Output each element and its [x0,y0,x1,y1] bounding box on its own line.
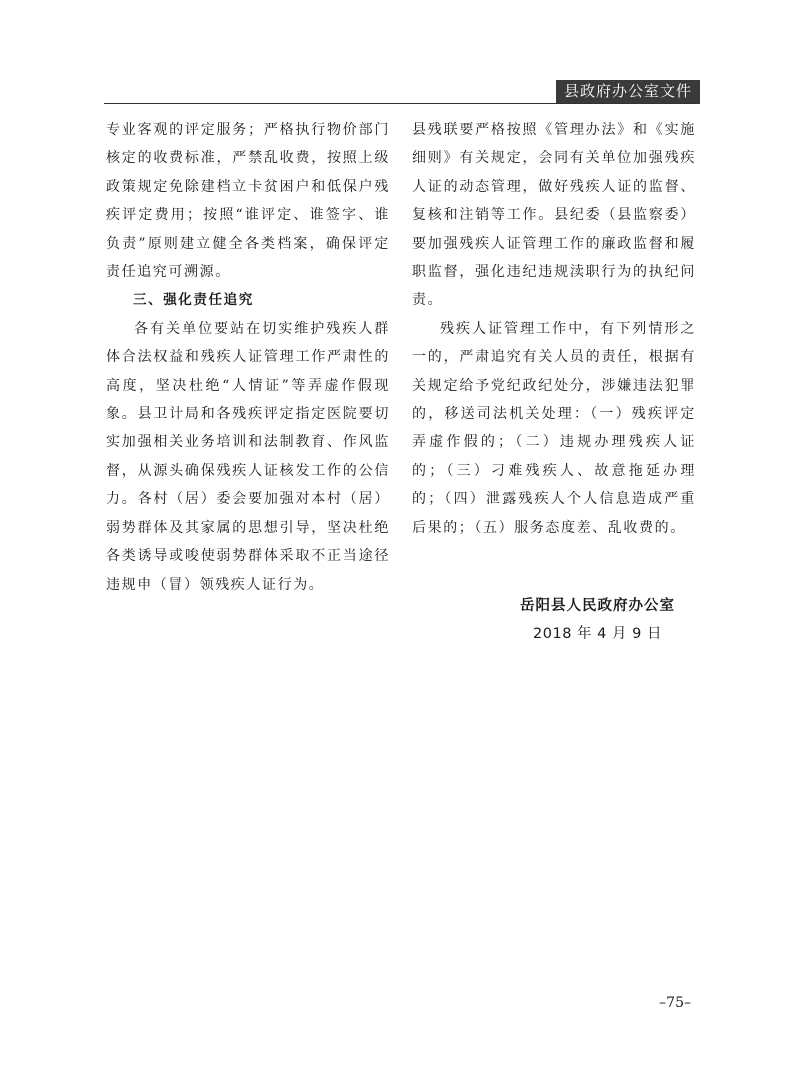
section-heading: 三、强化责任追究 [133,292,254,309]
signature-block [470,592,725,648]
paragraph: 残疾人证管理工作中，有下列情形之一的，严肃追究有关人员的责任，根据有关规定给予党纪政纪处分，涉嫌违法犯罪的，移送司法机关处理：（一）残疾评定弄虚作假的；（二）违规办理残疾人证的；（三）刁难残疾人、故意拖延办理的；（四）泄露残疾人个人信息造成严重后果的；（五）服务态度差、乱收费的。 [412,320,696,536]
page-number: –75– [659,995,691,1011]
paragraph: 各有关单位要站在切实维护残疾人群体合法权益和残疾人证管理工作严肃性的高度，坚决杜绝“人情证”等弄虚作假现象。县卫计局和各残疾评定指定医院要切实加强相关业务培训和法制教育、作风监督，从源头确保残疾人证核发工作的公信力。各村（居）委会要加强对本村（居）弱势群体及其家属的思想引导，坚决杜绝各类诱导或唆使弱势群体采取不正当途径违规申（冒）领残疾人证行为。 [106,320,390,593]
header-tag: 县政府办公室文件 [556,80,700,103]
paragraph-continued: 县残联要严格按照《管理办法》和《实施细则》有关规定，会同有关单位加强残疾人证的动态管理，做好残疾人证的监督、复核和注销等工作。县纪委（县监察委）要加强残疾人证管理工作的廉政监督和履职监督，强化违纪违规渎职行为的执纪问责。 [412,122,696,309]
left-column [106,116,390,599]
signature-org: 岳阳县人民政府办公室 [520,598,675,614]
header-rule [104,103,700,104]
paragraph-continued: 专业客观的评定服务；严格执行物价部门核定的收费标准，严禁乱收费，按照上级政策规定免除建档立卡贫困户和低保户残疾评定费用；按照“谁评定、谁签字、谁负责”原则建立健全各类档案，确保评定责任追究可溯源。 [106,122,390,281]
right-column [412,116,696,542]
signature-date: 2018 年 4 月 9 日 [533,626,662,642]
